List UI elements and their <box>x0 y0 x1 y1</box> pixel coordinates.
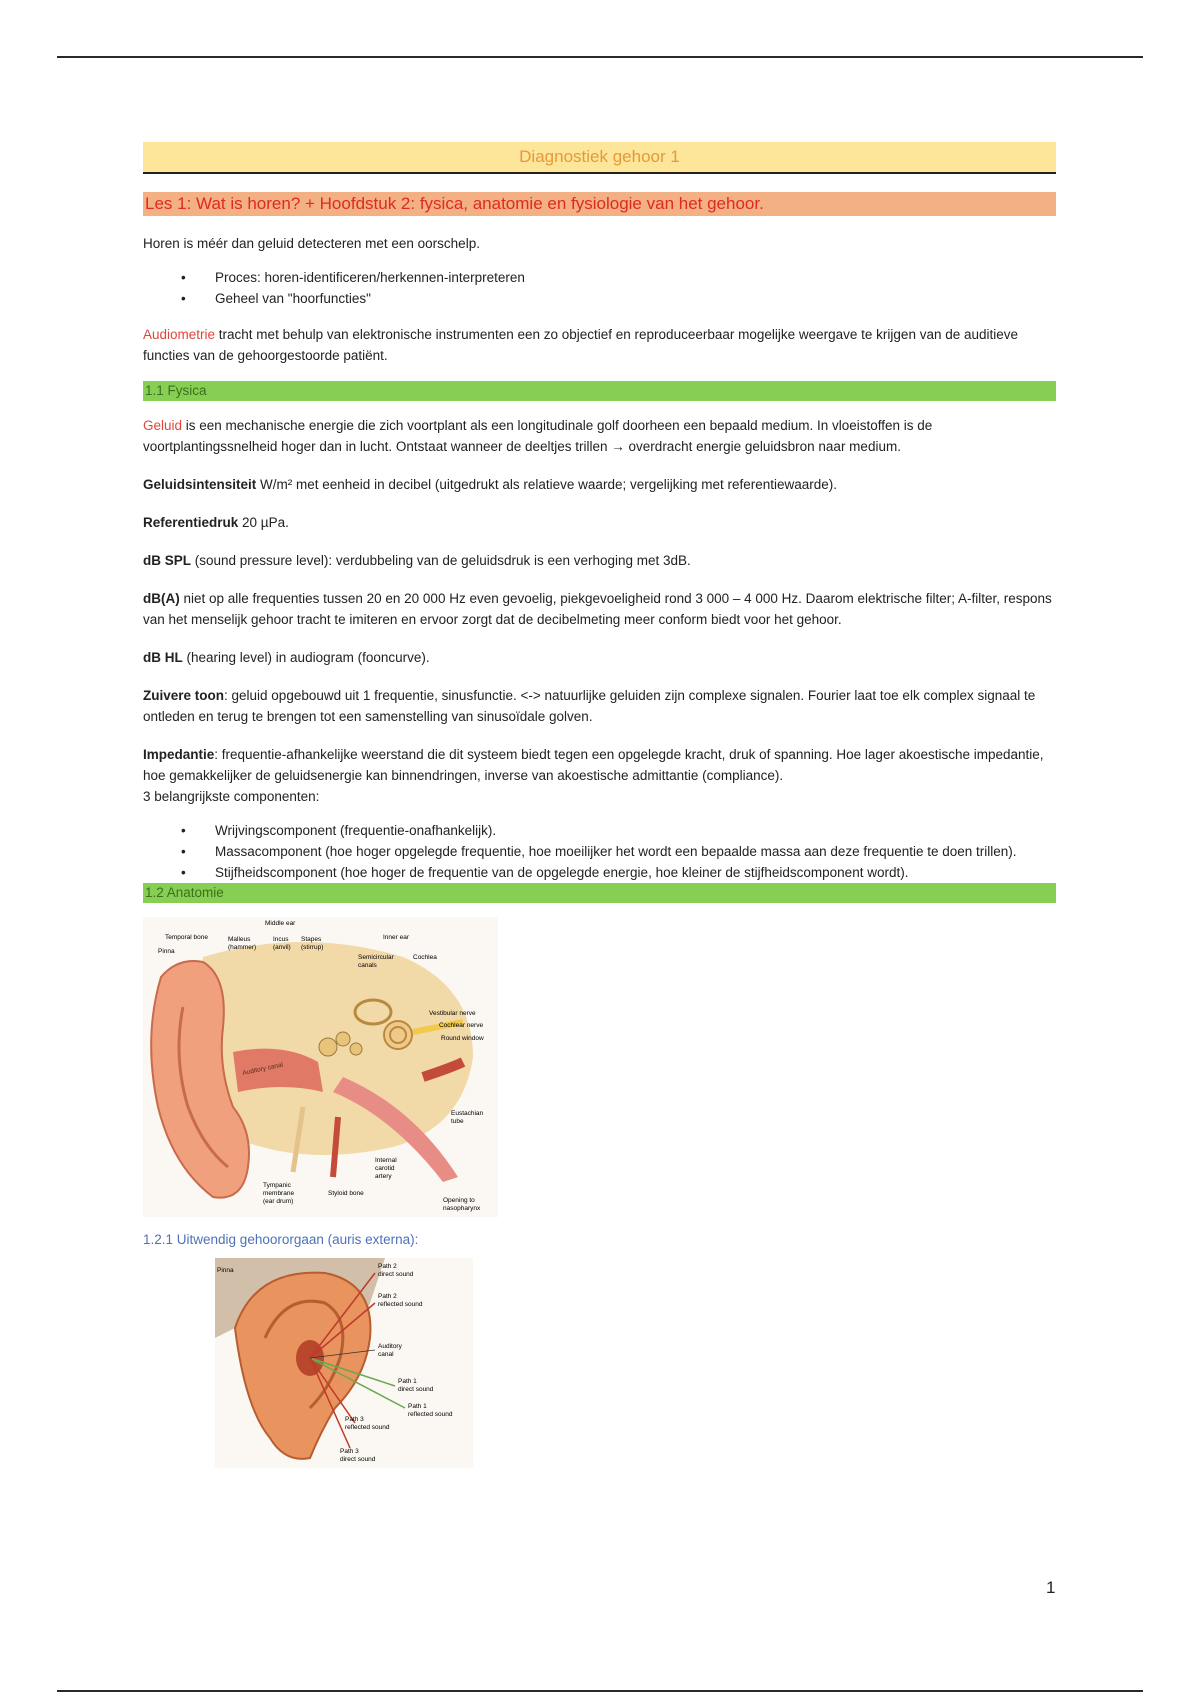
label-pinna-2: Pinna <box>217 1267 234 1274</box>
list-item: • Stijfheidscomponent (hoe hoger de frequentie van de opgelegde energie, hoe kleiner de stijfheidscomponent wordt). <box>143 862 1056 883</box>
label-temporal-bone: Temporal bone <box>165 934 208 941</box>
term-geluid: Geluid <box>143 418 183 433</box>
ear-anatomy-figure <box>143 917 498 1217</box>
label-semicircular-2: canals <box>358 962 377 969</box>
label-malleus-2: (hammer) <box>228 944 257 951</box>
impedantie-paragraph <box>143 744 1056 807</box>
dbspl-paragraph <box>143 550 1056 571</box>
section-heading-fysica: 1.1 Fysica <box>143 381 1056 401</box>
label-opening: Opening to <box>443 1197 475 1204</box>
page-number: 1 <box>1046 1578 1056 1597</box>
term-referentiedruk: Referentiedruk <box>143 515 239 530</box>
ear-anatomy-illustration <box>143 917 498 1217</box>
lesson-heading: Les 1: Wat is horen? + Hoofdstuk 2: fysica, anatomie en fysiologie van het gehoor. <box>143 192 1056 216</box>
label-styloid: Styloid bone <box>328 1190 364 1197</box>
label-round-window: Round window <box>441 1035 484 1042</box>
label-eustachian-2: tube <box>451 1118 464 1125</box>
term-zuivere-toon: Zuivere toon <box>143 688 225 703</box>
intro-bullet-list <box>143 267 1056 309</box>
dba-paragraph <box>143 588 1056 630</box>
label-eustachian: Eustachian <box>451 1110 484 1117</box>
impedantie-text: : frequentie-afhankelijke weerstand die dit systeem biedt tegen een opgelegde kracht, druk of spanning. Hoe lager akoestische impedantie, hoe gemakkelijker de geluidsenergie kan binnendringen, inverse van akoestische admittantie (compliance). <box>143 747 1044 783</box>
label-stapes: Stapes <box>301 936 322 943</box>
label-cochlear-nerve: Cochlear nerve <box>439 1022 484 1029</box>
geluid-paragraph <box>143 415 1056 457</box>
label-tympanic-2: membrane <box>263 1190 295 1197</box>
label-malleus: Malleus <box>228 936 251 943</box>
geluidsintensiteit-paragraph <box>143 474 1056 495</box>
label-path1-reflected: Path 1 <box>408 1403 427 1410</box>
term-audiometrie: Audiometrie <box>143 327 216 342</box>
geluidsintensiteit-text: W/m² met eenheid in decibel (uitgedrukt als relatieve waarde; vergelijking met referentiewaarde). <box>256 477 838 492</box>
label-opening-2: nasopharynx <box>443 1205 481 1212</box>
label-path3-direct: Path 3 <box>340 1448 359 1455</box>
outer-ear-illustration <box>215 1258 473 1468</box>
label-cochlea: Cochlea <box>413 954 437 961</box>
label-path2-reflected-2: reflected sound <box>378 1301 423 1308</box>
label-path1-direct: Path 1 <box>398 1378 417 1385</box>
list-item: • Massacomponent (hoe hoger opgelegde frequentie, hoe moeilijker het wordt een bepaalde massa aan deze frequentie te doen trillen). <box>143 841 1056 862</box>
document-title: Diagnostiek gehoor 1 <box>143 142 1056 174</box>
label-path2-reflected: Path 2 <box>378 1293 397 1300</box>
term-dbspl: dB SPL <box>143 553 192 568</box>
geluid-text: is een mechanische energie die zich voortplant als een longitudinale golf doorheen een bepaald medium. In vloeistoffen is de voortplantingssnelheid hoger dan in lucht. Ontstaat wanneer de deeltjes trillen → overdracht energie geluidsbron naar medium. <box>143 418 933 454</box>
outer-ear-figure <box>215 1258 473 1468</box>
label-path2-direct: Path 2 <box>378 1263 397 1270</box>
label-path2-direct-2: direct sound <box>378 1271 414 1278</box>
dbhl-text: (hearing level) in audiogram (fooncurve). <box>182 650 430 665</box>
referentiedruk-text: 20 µPa. <box>238 515 289 530</box>
term-geluidsintensiteit: Geluidsintensiteit <box>143 477 257 492</box>
dbhl-paragraph <box>143 647 1056 668</box>
impedantie-line2: 3 belangrijkste componenten: <box>143 789 320 804</box>
label-tympanic-3: (ear drum) <box>263 1198 294 1205</box>
label-internal: Internal <box>375 1157 397 1164</box>
dba-text: niet op alle frequenties tussen 20 en 20 000 Hz even gevoelig, piekgevoeligheid rond 3 000 – 4 000 Hz. Daarom elektrische filter; A-filter, respons van het menselijk gehoor tracht te imiteren en ervoor zorgt dat de decibelmeting meer conform biedt voor het gehoor. <box>143 591 1052 627</box>
label-path3-reflected-2: reflected sound <box>345 1424 390 1431</box>
label-internal-2: carotid <box>375 1165 395 1172</box>
term-impedantie: Impedantie <box>143 747 215 762</box>
dbspl-text: (sound pressure level): verdubbeling van de geluidsdruk is een verhoging met 3dB. <box>191 553 691 568</box>
section-heading-anatomie: 1.2 Anatomie <box>143 883 1056 903</box>
label-pinna: Pinna <box>158 948 175 955</box>
components-list <box>143 820 1056 883</box>
label-inner-ear: Inner ear <box>383 934 410 941</box>
footer-rule <box>57 1690 1143 1692</box>
list-item: • Geheel van "hoorfuncties" <box>143 288 1056 309</box>
intro-paragraph: Horen is méér dan geluid detecteren met een oorschelp. <box>143 236 480 251</box>
label-auditory-canal: Auditory canal <box>241 1061 284 1077</box>
label-internal-3: artery <box>375 1173 392 1180</box>
label-auditory-2: canal <box>378 1351 394 1358</box>
zuivere-toon-text: : geluid opgebouwd uit 1 frequentie, sinusfunctie. <-> natuurlijke geluiden zijn complexe signalen. Fourier laat toe elk complex signaal te ontleden en terug te brengen tot een samenstelling van sinusoïdale golven. <box>143 688 1036 724</box>
label-vestibular-nerve: Vestibular nerve <box>429 1010 476 1017</box>
label-incus: Incus <box>273 936 289 943</box>
subsection-heading-121: 1.2.1 Uitwendig gehoororgaan (auris externa): <box>143 1232 419 1247</box>
label-incus-2: (anvil) <box>273 944 291 951</box>
referentiedruk-paragraph <box>143 512 1056 533</box>
zuivere-toon-paragraph <box>143 685 1056 727</box>
term-dbhl: dB HL <box>143 650 183 665</box>
label-auditory: Auditory <box>378 1343 402 1350</box>
label-path3-reflected: Path 3 <box>345 1416 364 1423</box>
list-item: • Proces: horen-identificeren/herkennen-interpreteren <box>143 267 1056 288</box>
document-page <box>143 142 1056 1468</box>
label-semicircular: Semicircular <box>358 954 394 961</box>
label-path3-direct-2: direct sound <box>340 1456 376 1463</box>
header-rule <box>57 56 1143 58</box>
list-item: • Wrijvingscomponent (frequentie-onafhankelijk). <box>143 820 1056 841</box>
label-middle-ear: Middle ear <box>265 920 296 927</box>
audiometrie-text: tracht met behulp van elektronische instrumenten een zo objectief en reproduceerbaar mogelijke weergave te krijgen van de auditieve functies van de gehoorgestoorde patiënt. <box>143 327 1019 363</box>
label-tympanic: Tympanic <box>263 1182 291 1189</box>
term-dba: dB(A) <box>143 591 180 606</box>
label-path1-reflected-2: reflected sound <box>408 1411 453 1418</box>
audiometrie-paragraph <box>143 324 1056 366</box>
label-path1-direct-2: direct sound <box>398 1386 434 1393</box>
label-stapes-2: (stirrup) <box>301 944 324 951</box>
